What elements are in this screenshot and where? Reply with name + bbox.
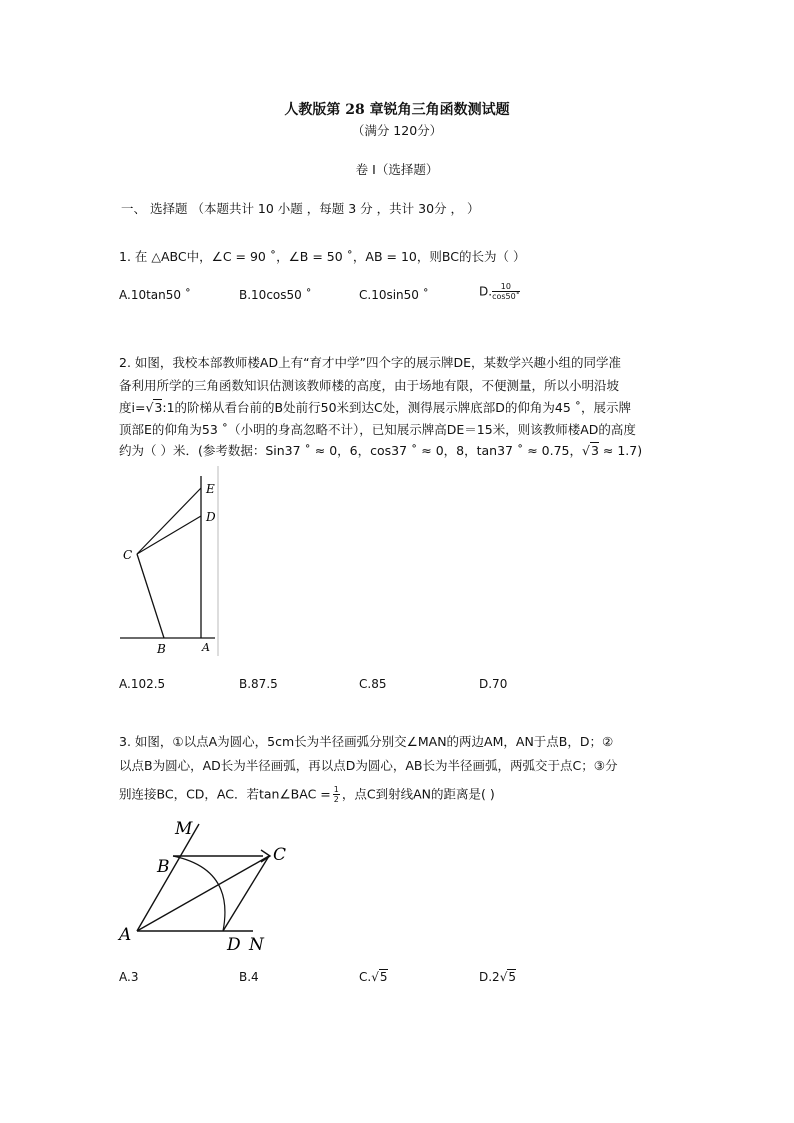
q3-option-c-prefix: C. [359, 970, 372, 984]
q2-line-1: 2. 如图，我校本部教师楼AD上有“育才中学”四个字的展示牌DE，某数学兴趣小组的同学准 [119, 355, 622, 370]
q1-option-b: B.10cos50 ˚ [239, 288, 312, 302]
q1-option-d-numerator: 10 [492, 282, 520, 292]
q2-line-2: 备利用所学的三角函数知识估测该教师楼的高度，由于场地有限，不便测量，所以小明沿坡 [119, 378, 620, 393]
q3-line-1: 3. 如图，①以点A为圆心，5cm长为半径画弧分别交∠MAN的两边AM，AN于点B，D；② [119, 734, 614, 749]
q3-option-d-prefix: D.2 [479, 970, 500, 984]
q3-line-3 [119, 783, 495, 806]
q3-fraction-denominator: 2 [333, 795, 339, 804]
q2-line-4: 顶部E的仰角为53 ˚（小明的身高忽略不计），已知展示牌高DE＝15米，则该教师楼AD的高度 [119, 422, 636, 437]
q3-option-a: A.3 [119, 970, 139, 984]
q3-line-3-post: ，点C到射线AN的距离是( ) [341, 786, 495, 802]
label-b: B [157, 642, 166, 656]
q2-option-c: C.85 [359, 677, 387, 691]
q2-line-5-pre: 约为（ ）米．(参考数据：Sin37 ˚ ≈ 0，6，cos37 ˚ ≈ 0，8，tan37 ˚ ≈ 0.75， [119, 443, 582, 458]
label-e: E [206, 482, 215, 496]
q1-option-c: C.10sin50 ˚ [359, 288, 429, 302]
label-n: N [249, 935, 264, 954]
q1-option-a: A.10tan50 ˚ [119, 288, 191, 302]
arc-bd [173, 856, 225, 931]
slope-cb [137, 554, 164, 638]
q3-option-d-root: 5 [508, 970, 516, 984]
q2-line-5-root: 3 [590, 443, 599, 458]
q2-line-3: 度i=√3:1的阶梯从看台前的B处前行50米到达C处，测得展示牌底部D的仰角为45 ˚，展示牌 [119, 400, 632, 415]
label-d: D [227, 935, 241, 954]
page-title: 人教版第 28 章锐角三角函数测试题 [284, 102, 510, 118]
q3-fraction-numerator: 1 [333, 785, 339, 794]
q3-line-2: 以点B为圆心，AD长为半径画弧，再以点D为圆心，AB长为半径画弧，两弧交于点C；③分 [119, 758, 618, 773]
q2-line-3-pre: 度i= [119, 400, 146, 415]
q1-option-d [479, 282, 520, 301]
paper-label: 卷 I（选择题） [355, 162, 439, 177]
score-subtitle: （满分 120分） [351, 123, 443, 138]
label-b: B [157, 857, 170, 877]
q3-option-d: D.2√5 [479, 970, 516, 984]
q2-line-5-post: ≈ 1.7) [598, 443, 643, 458]
label-a: A [202, 641, 210, 654]
q1-option-d-prefix: D. [479, 284, 493, 299]
q2-line-5: 约为（ ）米．(参考数据：Sin37 ˚ ≈ 0，6，cos37 ˚ ≈ 0，8，tan37 ˚ ≈ 0.75，√3 ≈ 1.7) [119, 443, 643, 458]
label-c: C [123, 548, 133, 562]
q1-stem: 1. 在 △ABC中，∠C = 90 ˚，∠B = 50 ˚，AB = 10，则BC的长为（ ） [119, 249, 526, 264]
q3-option-c: C.√5 [359, 970, 388, 984]
q3-option-b: B.4 [239, 970, 259, 984]
q3-option-c-root: 5 [379, 970, 388, 984]
q2-option-a: A.102.5 [119, 677, 166, 691]
section-heading: 一、 选择题 （本题共计 10 小题 ，每题 3 分 ，共计 30分 ， ） [121, 201, 480, 216]
q3-line-3-pre: 别连接BC，CD，AC．若tan∠BAC = [119, 786, 331, 802]
q1-option-d-fraction [492, 282, 520, 301]
sight-line-ce [137, 488, 201, 554]
q2-line-3-post: :1的阶梯从看台前的B处前行50米到达C处，测得展示牌底部D的仰角为45 ˚，展示牌 [162, 400, 632, 415]
q3-fraction [333, 785, 340, 804]
q2-option-d: D.70 [479, 677, 508, 691]
q3-figure [115, 814, 305, 954]
ray-am [137, 824, 199, 931]
label-m: M [175, 819, 193, 839]
label-a: A [119, 925, 132, 945]
q2-line-3-root: 3 [154, 400, 163, 415]
segment-dc [223, 856, 269, 931]
q2-option-b: B.87.5 [239, 677, 278, 691]
label-c: C [273, 845, 287, 865]
label-d: D [206, 510, 216, 524]
q1-option-d-denominator: cos50˚ [492, 292, 520, 301]
q2-figure [117, 466, 225, 658]
